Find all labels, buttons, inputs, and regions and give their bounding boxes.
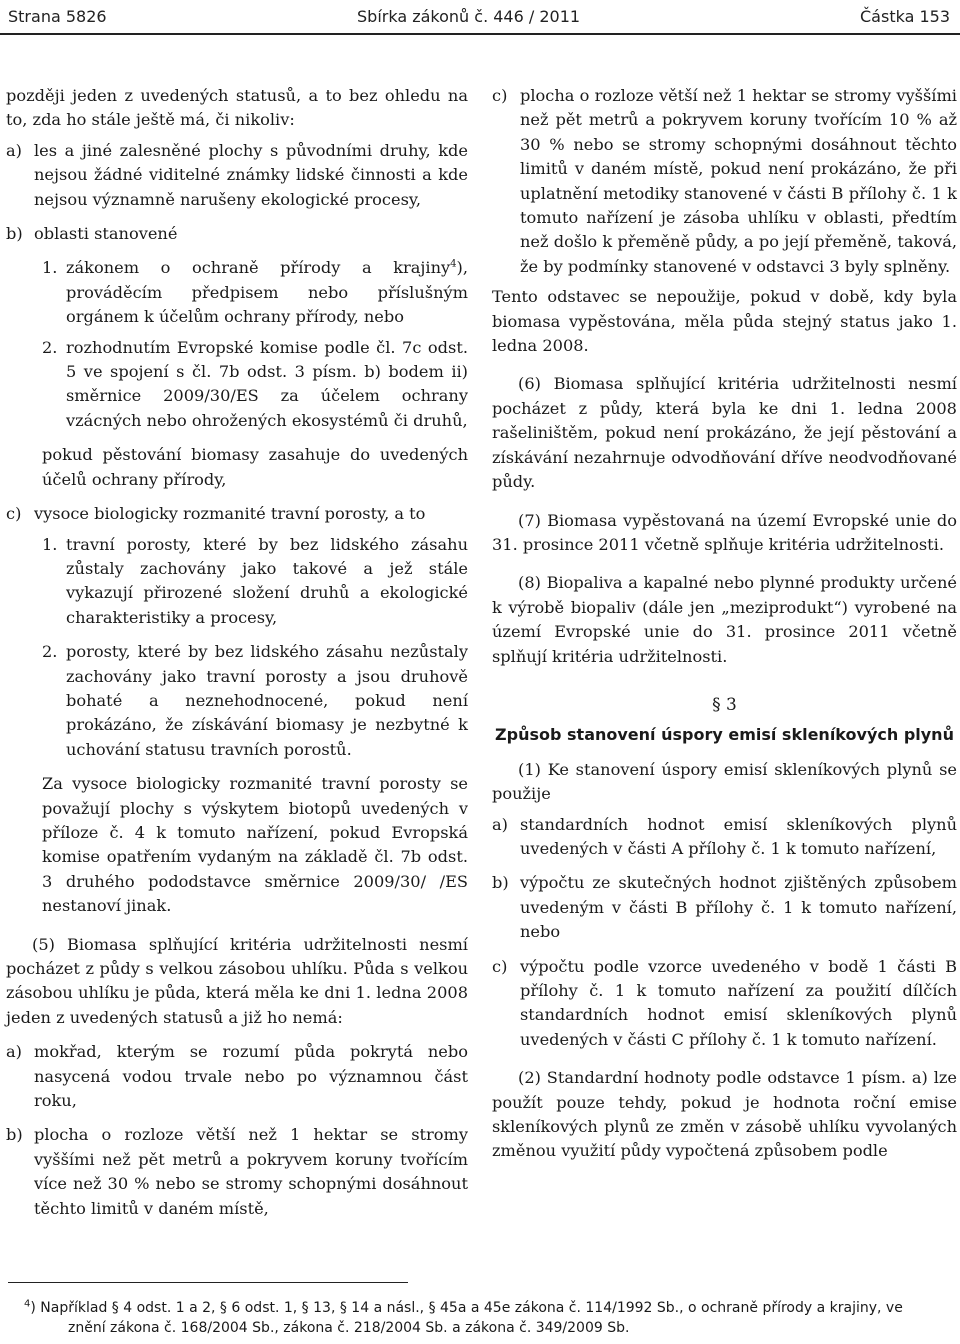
item-text: standardních hodnot emisí skleníkových plynů uvedených v části A přílohy č. 1 k tomuto nařízení, (520, 814, 957, 858)
section-item-b (492, 871, 957, 944)
item-label: c) (6, 504, 22, 524)
paragraph-8: (8) Biopaliva a kapalné nebo plynné produkty určené k výrobě biopaliv (dále jen „meziprodukt“) vyrobené na území Evropské unie do 31. prosince 2011 včetně splňují kritéria udržitelnosti. (492, 573, 957, 666)
paragraph-5-tail: Tento odstavec se nepoužije, pokud v době, kdy byla biomasa vypěstována, měla půda stejný status jako 1. ledna 2008. (492, 287, 957, 356)
paragraph-5-item-c (492, 84, 957, 279)
paragraph-6: (6) Biomasa splňující kritéria udržitelnosti nesmí pocházet z půdy, která byla ke dni 1. ledna 2008 rašeliništěm, pokud není prokázáno, že její pěstování a získávání nezahrnuje odvodňování dříve neodvodňované půdy. (492, 374, 957, 492)
item-label: 2. (42, 337, 58, 357)
list-item-b-tail: pokud pěstování biomasy zasahuje do uvedených účelů ochrany přírody, (42, 445, 468, 489)
footnote-text: Například § 4 odst. 1 a 2, § 6 odst. 1, § 13, § 14 a násl., § 45a a 45e zákona č. 114/1992 Sb., o ochraně přírody a krajiny, ve (40, 1300, 903, 1316)
item-text: mokřad, kterým se rozumí půda pokrytá nebo nasycená vodou trvale nebo po významnou část roku, (34, 1042, 468, 1111)
item-text: rozhodnutím Evropské komise podle čl. 7c odst. 5 ve spojení s čl. 7b odst. 3 písm. b) bodem ii) směrnice 2009/30/ES za účelem ochrany vzácných nebo ohrožených ekosystémů či druhů, (66, 337, 468, 430)
item-text: les a jiné zalesněné plochy s původními druhy, kde nejsou žádné viditelné známky lidské činnosti a kde nejsou významně narušeny ekologické procesy, (34, 140, 468, 209)
list-item-c-tail: Za vysoce biologicky rozmanité travní porosty se považují plochy s výskytem biotopů uvedených v příloze č. 4 k tomuto nařízení, pokud Evropská komise opatřením vydaným na základě čl. 7b odst. 3 druhého pododstavce směrnice 2009/30/ /ES nestanoví jinak. (42, 774, 468, 916)
item-label: a) (492, 814, 508, 834)
sub-item-b1 (6, 256, 468, 329)
item-text (66, 256, 468, 329)
section-item-c (492, 955, 957, 1053)
item-text: výpočtu podle vzorce uvedeného v bodě 1 části B přílohy č. 1 k tomuto nařízení za použití dílčích standardních hodnot emisí skleníkových plynů uvedených v části C přílohy č. 1 k tomuto nařízení. (520, 956, 957, 1049)
section-title: Způsob stanovení úspory emisí skleníkových plynů (495, 725, 954, 745)
item-text: oblasti stanovené (34, 224, 178, 244)
sub-item-c1 (6, 533, 468, 631)
footnote-line-1 (24, 1298, 954, 1318)
item-label: a) (6, 1042, 22, 1062)
section-number: § 3 (712, 694, 737, 715)
left-column (6, 84, 468, 1221)
footnote-paren: ) (30, 1300, 36, 1316)
item-text: travní porosty, které by bez lidského zásahu zůstaly zachovány jako takové a jež stále vykazují přirozené složení druhů a ekologické charakteristiky a procesy, (66, 534, 468, 627)
sub-item-c2 (6, 640, 468, 762)
item-label: 2. (42, 642, 58, 662)
item-label: 1. (42, 258, 58, 278)
page-number: Strana 5826 (8, 7, 107, 26)
item-text: porosty, které by bez lidského zásahu nezůstaly zachovány jako travní porosty a jsou druhově bohaté a neznehodnocené, pokud není prokázáno, že získávání biomasy je nezbytné k uchování statusu travních porostů. (66, 642, 468, 759)
collection-title: Sbírka zákonů č. 446 / 2011 (357, 7, 581, 26)
footnote (24, 1298, 954, 1338)
section-paragraph-1: (1) Ke stanovení úspory emisí skleníkových plynů se použije (492, 759, 957, 804)
item-label: 1. (42, 534, 58, 554)
item-label: c) (492, 956, 508, 976)
item-label: b) (6, 1125, 23, 1145)
footnote-rule (8, 1282, 408, 1283)
list-item-b (6, 222, 468, 246)
item-label: a) (6, 140, 22, 160)
item-text: vysoce biologicky rozmanité travní porosty, a to (34, 504, 426, 524)
paragraph-7: (7) Biomasa vypěstovaná na území Evropské unie do 31. prosince 2011 včetně splňuje kritéria udržitelnosti. (492, 510, 957, 554)
intro-text: později jeden z uvedených statusů, a to bez ohledu na to, zda ho stále ještě má, či nikoliv: (6, 86, 468, 130)
section-paragraph-2: (2) Standardní hodnoty podle odstavce 1 písm. a) lze použít pouze tehdy, pokud je hodnota roční emise skleníkových plynů ze změn v zásobě uhlíku vyvolaných změnou využití půdy vypočtená způsobem podle (492, 1068, 957, 1161)
paragraph-5-item-b (6, 1123, 468, 1221)
paragraph-5: (5) Biomasa splňující kritéria udržitelnosti nesmí pocházet z půdy s velkou zásobou uhlíku. Půda s velkou zásobou uhlíku je půda, která měla ke dni 1. ledna 2008 jeden z uvedených statusů a již ho nemá: (6, 934, 468, 1027)
list-item-a (6, 139, 468, 212)
footnote-line-2: znění zákona č. 168/2004 Sb., zákona č. 218/2004 Sb. a zákona č. 349/2009 Sb. (68, 1320, 630, 1336)
item-text-part: ), prováděcím předpisem nebo příslušným orgánem k účelům ochrany přírody, nebo (66, 258, 468, 327)
list-item-c (6, 502, 468, 526)
right-column (492, 84, 957, 1164)
header-rule (0, 33, 960, 35)
item-label: b) (492, 873, 509, 893)
item-text: plocha o rozloze větší než 1 hektar se stromy vyššími než pět metrů a pokryvem koruny tvořícím 10 % až 30 % nebo se stromy schopnými dosáhnout těchto limitů v daném místě, pokud není prokázáno, že při uplatnění metodiky stanovené v části B přílohy č. 1 k tomuto nařízení je zásoba uhlíku v oblasti, předtím než došlo k přeměně půdy, a po její přeměně, taková, že by podmínky stanovené v odstavci 3 byly splněny. (520, 86, 957, 276)
item-text: plocha o rozloze větší než 1 hektar se stromy vyššími než pět metrů a pokryvem koruny tvořícím více než 30 % nebo se stromy schopnými dosáhnout těchto limitů v daném místě, (34, 1125, 468, 1218)
section-item-a (492, 813, 957, 862)
item-label: b) (6, 224, 23, 244)
footnote-mark: 4 (24, 1298, 31, 1310)
item-label: c) (492, 86, 508, 105)
item-text-part: zákonem o ochraně přírody a krajiny (66, 258, 451, 278)
paragraph-5-item-a (6, 1040, 468, 1113)
issue-number: Částka 153 (860, 7, 950, 26)
footnote-ref: 4 (450, 259, 457, 271)
page-header (0, 0, 960, 34)
item-text: výpočtu ze skutečných hodnot zjištěných způsobem uvedeným v části B přílohy č. 1 k tomuto nařízení, nebo (520, 873, 957, 942)
sub-item-b2 (6, 336, 468, 434)
